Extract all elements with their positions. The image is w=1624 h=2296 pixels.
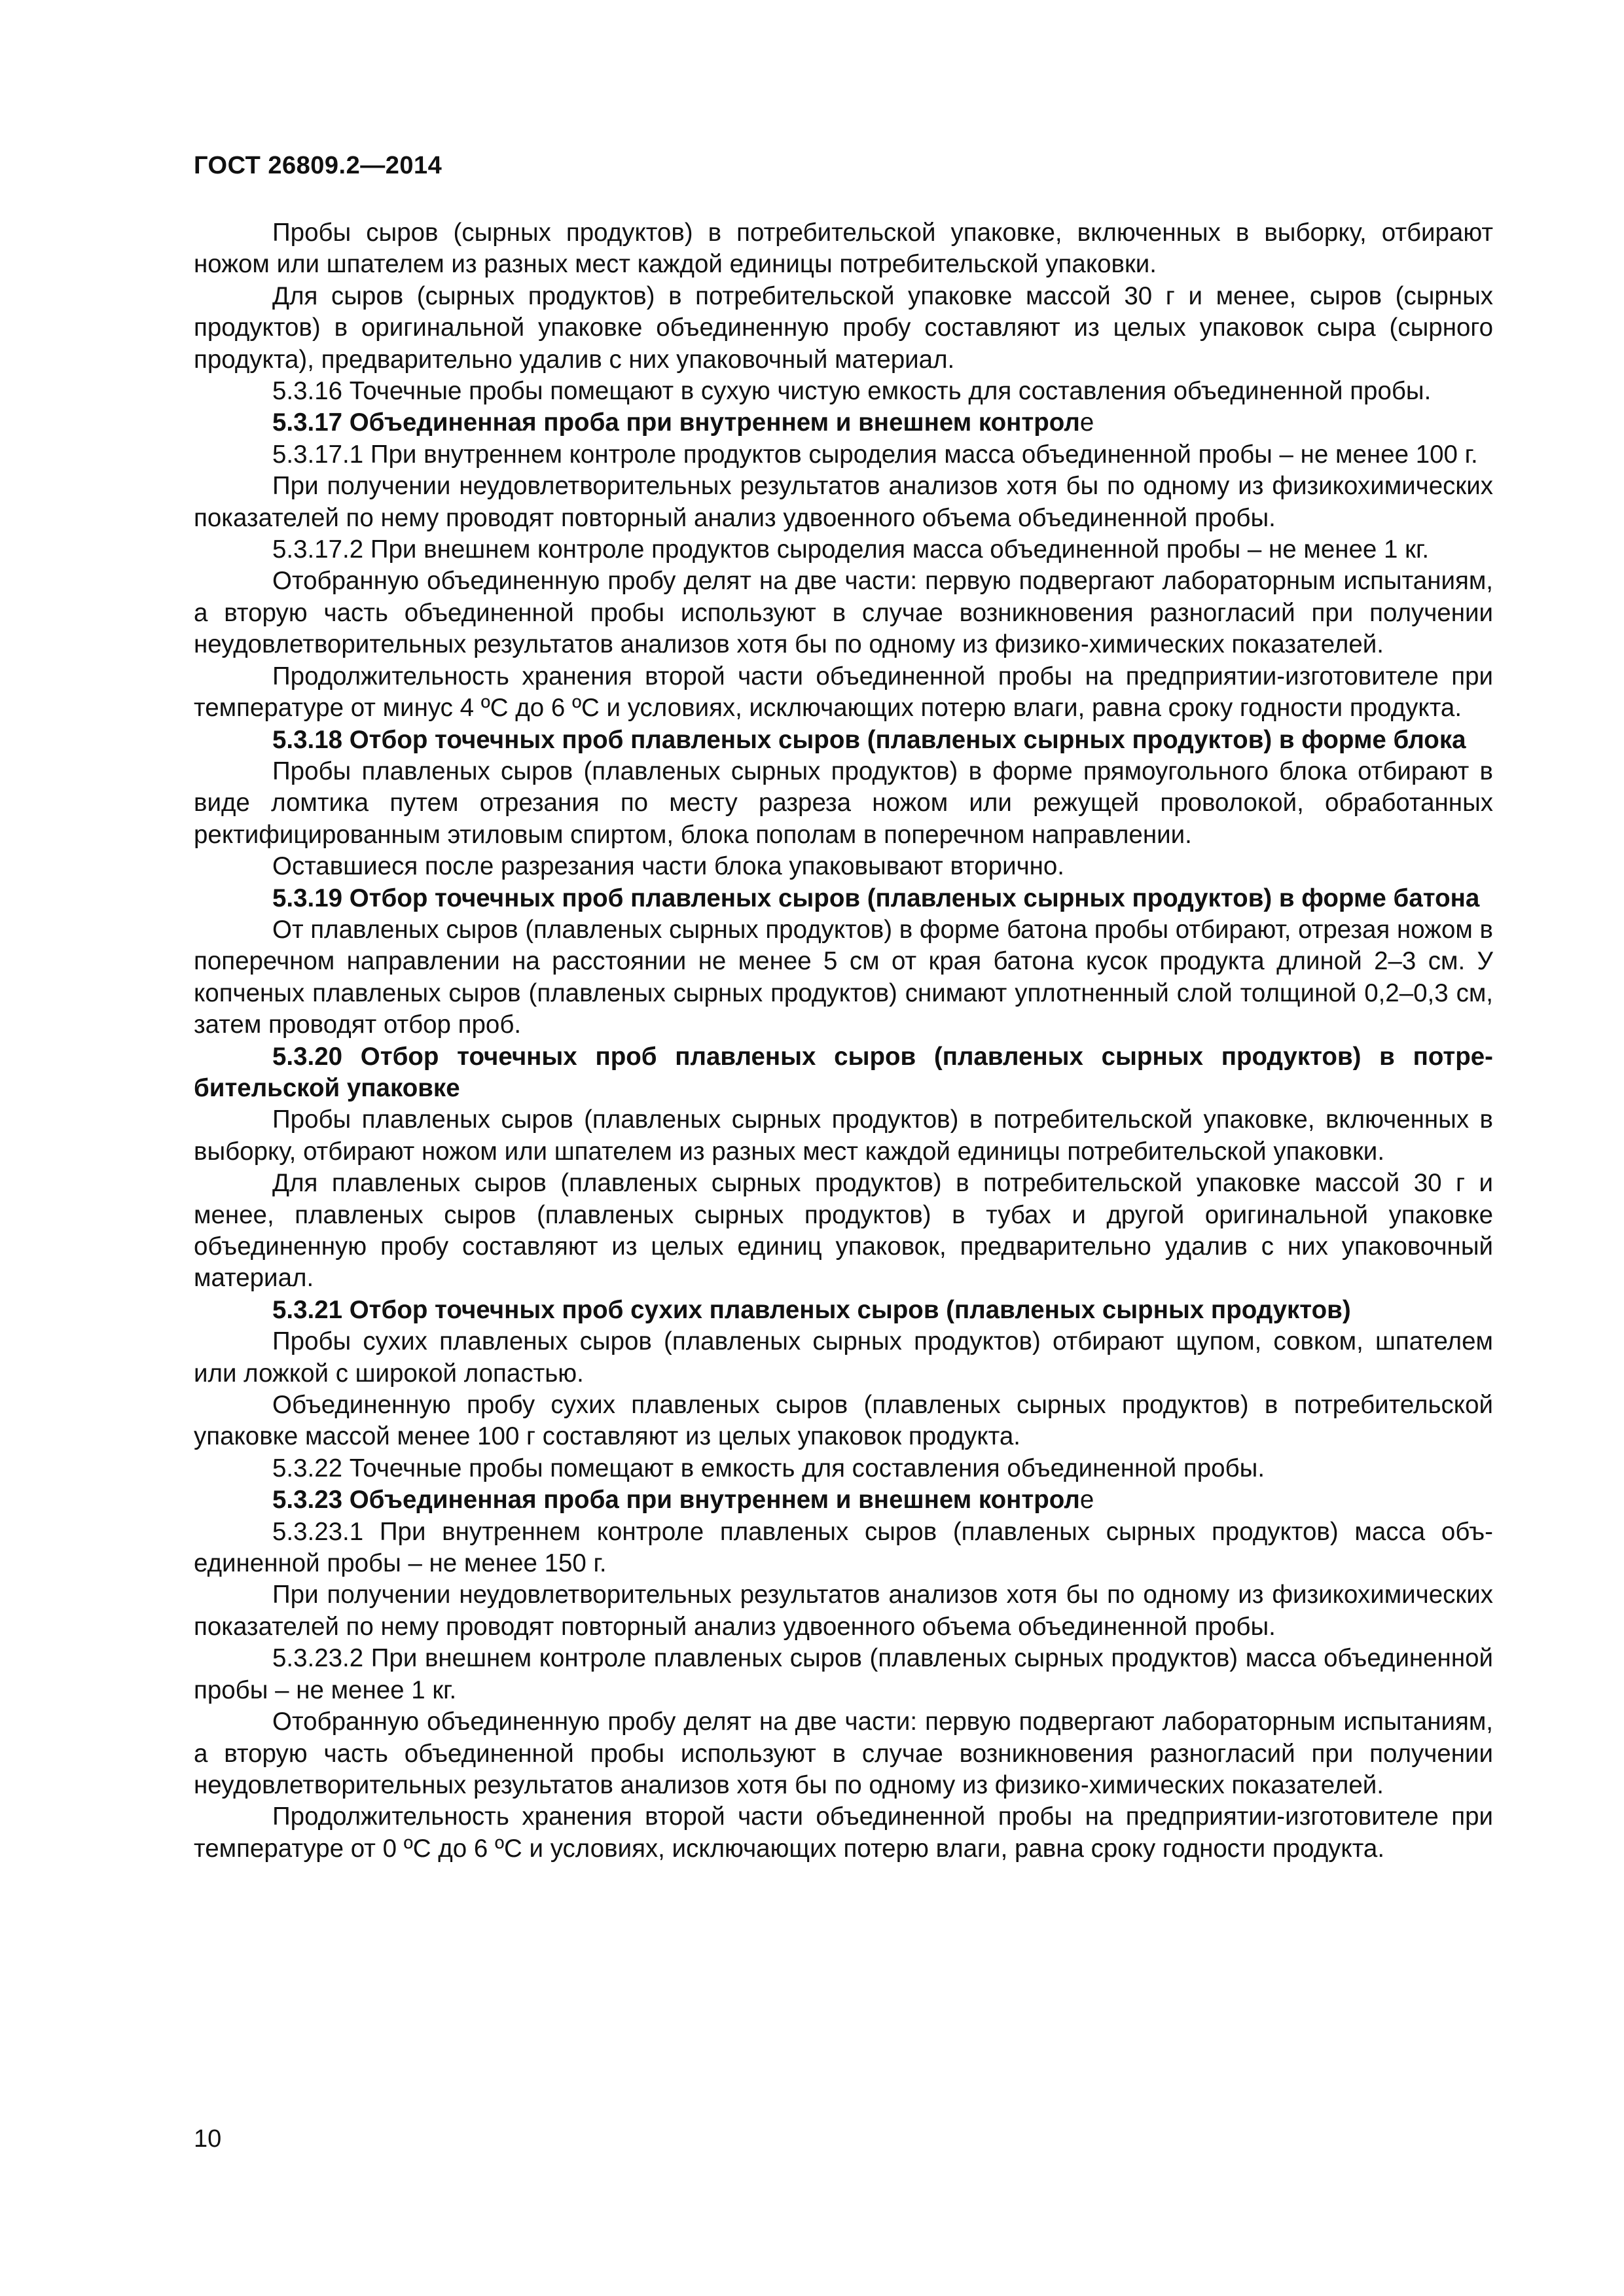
paragraph bbox=[194, 281, 1493, 376]
paragraph bbox=[194, 1453, 1493, 1484]
section-heading bbox=[194, 725, 1493, 756]
paragraph-heading: 5.3.19 Отбор точечных проб плавленых сыров (плавленых сырных продуктов) в форме батона bbox=[272, 884, 1480, 912]
paragraph-text: Отобранную объединенную пробу делят на две части: первую подвергают лабораторным испытаниям, а вторую часть объединенной пробы используют в случае возникновения разногласий при получении неудовлетворительных результатов анализов хотя бы по одному из физико-химических показателей. bbox=[194, 567, 1493, 659]
paragraph bbox=[194, 1643, 1493, 1706]
paragraph bbox=[194, 1579, 1493, 1643]
paragraph-text: 5.3.23.2 При внешнем контроле плавленых сыров (плавленых сырных продуктов) масса объединенной пробы – не менее 1 кг. bbox=[194, 1644, 1493, 1704]
paragraph-text: 5.3.16 Точечные пробы помещают в сухую чистую емкость для составления объединенной пробы. bbox=[272, 377, 1432, 406]
paragraph-text: От плавленых сыров (плавленых сырных продуктов) в форме батона пробы отбирают, отрезая ножом в поперечном направлении на расстоянии не менее 5 см от края батона кусок продукта длиной 2–3 см. У копченых плавленых сыров (плавленых сырных продуктов) снимают уплотненный слой толщиной 0,2–0,3 см, затем проводят отбор проб. bbox=[194, 915, 1493, 1039]
paragraph-text: Для плавленых сыров (плавленых сырных продуктов) в потребительской упаковке массой 30 г и менее, плавленых сыров (плавленых сырных продуктов) в тубах и другой оригинальной упаковке объединенную пробу составляют из целых единиц упаковок, предварительно удалив с них упаковочный материал. bbox=[194, 1169, 1493, 1293]
paragraph-text: При получении неудовлетворительных результатов анализов хотя бы по одному из физикохимических показателей по нему проводят повторный анализ удвоенного объема объединенной пробы. bbox=[194, 472, 1493, 532]
paragraph-text: 5.3.17.2 При внешнем контроле продуктов сыроделия масса объединенной пробы – не менее 1 кг. bbox=[272, 535, 1430, 564]
paragraph-text: Пробы плавленых сыров (плавленых сырных продуктов) в форме прямоугольного блока отбирают в виде ломтика путем отрезания по месту разреза ножом или режущей проволокой, обработанных ректифицированным этиловым спиртом, блока пополам в поперечном направлении. bbox=[194, 757, 1493, 849]
paragraph-text: е bbox=[1079, 1486, 1094, 1515]
paragraph bbox=[194, 851, 1493, 882]
paragraph-text: Продолжительность хранения второй части объединенной пробы на предприятии-изготовителе при температуре от минус 4 ºС до 6 ºС и условиях, исключающих потерю влаги, равна сроку годности продукта. bbox=[194, 662, 1493, 723]
paragraph bbox=[194, 1516, 1493, 1580]
page-number: 10 bbox=[194, 2125, 222, 2153]
section-heading bbox=[194, 407, 1493, 439]
paragraph bbox=[194, 1104, 1493, 1168]
paragraph bbox=[194, 439, 1493, 471]
paragraph-text: Отобранную объединенную пробу делят на две части: первую подвергают лабораторным испытаниям, а вторую часть объединенной пробы используют в случае возникновения разногласий при получении неудовлетворительных результатов анализов хотя бы по одному из физико-химических показателей. bbox=[194, 1708, 1493, 1799]
paragraph-heading: 5.3.17 Объединенная проба при внутреннем и внешнем контрол bbox=[272, 408, 1080, 437]
paragraph bbox=[194, 756, 1493, 851]
paragraph bbox=[194, 534, 1493, 565]
section-heading bbox=[194, 1295, 1493, 1326]
paragraph-text: 5.3.17.1 При внутреннем контроле продуктов сыроделия масса объединенной пробы – не менее 100 г. bbox=[272, 440, 1478, 469]
section-heading bbox=[194, 1041, 1493, 1105]
paragraph bbox=[194, 661, 1493, 725]
paragraph-text: 5.3.22 Точечные пробы помещают в емкость для составления объединенной пробы. bbox=[272, 1454, 1265, 1482]
paragraph-text: Пробы сыров (сырных продуктов) в потребительской упаковке, включенных в выборку, отбирают ножом или шпателем из разных мест каждой единицы потребительской упаковки. bbox=[194, 219, 1493, 279]
document-header: ГОСТ 26809.2—2014 bbox=[194, 152, 442, 179]
paragraph bbox=[194, 565, 1493, 660]
paragraph bbox=[194, 1390, 1493, 1453]
paragraph bbox=[194, 1706, 1493, 1801]
paragraph bbox=[194, 1801, 1493, 1865]
paragraph-text: Объединенную пробу сухих плавленых сыров (плавленых сырных продуктов) в потребительской упаковке массой менее 100 г составляют из целых упаковок продукта. bbox=[194, 1391, 1493, 1451]
paragraph-text: Пробы сухих плавленых сыров (плавленых сырных продуктов) отбирают щупом, совком, шпателем или ложкой с широкой лопастью. bbox=[194, 1327, 1493, 1388]
paragraph-heading: 5.3.23 Объединенная проба при внутреннем и внешнем контрол bbox=[272, 1486, 1080, 1515]
paragraph-text: Для сыров (сырных продуктов) в потребительской упаковке массой 30 г и менее, сыров (сырных продуктов) в оригинальной упаковке объединенную пробу составляют из целых упаковок сыра (сырного продукта), предварительно удалив с них упаковочный материал. bbox=[194, 281, 1493, 374]
paragraph bbox=[194, 1326, 1493, 1390]
paragraph-heading: 5.3.20 Отбор точечных проб плавленых сыров (плавленых сырных продуктов) в потребительской упаковке bbox=[194, 1042, 1493, 1102]
paragraph-text: Пробы плавленых сыров (плавленых сырных продуктов) в потребительской упаковке, включенных в выборку, отбирают ножом или шпателем из разных мест каждой единицы потребительской упаковки. bbox=[194, 1105, 1493, 1166]
section-heading bbox=[194, 883, 1493, 914]
section-heading bbox=[194, 1484, 1493, 1516]
paragraph-text: е bbox=[1079, 408, 1094, 437]
paragraph-text: При получении неудовлетворительных результатов анализов хотя бы по одному из физикохимических показателей по нему проводят повторный анализ удвоенного объема объединенной пробы. bbox=[194, 1581, 1493, 1641]
paragraph-heading: 5.3.18 Отбор точечных проб плавленых сыров (плавленых сырных продуктов) в форме блока bbox=[272, 725, 1466, 754]
paragraph-heading: 5.3.21 Отбор точечных проб сухих плавленых сыров (плавленых сырных продуктов) bbox=[272, 1295, 1351, 1324]
paragraph bbox=[194, 471, 1493, 534]
paragraph bbox=[194, 217, 1493, 281]
paragraph bbox=[194, 914, 1493, 1041]
paragraph-text: 5.3.23.1 При внутреннем контроле плавленых сыров (плавленых сырных продуктов) масса объединенной пробы – не менее 150 г. bbox=[194, 1517, 1493, 1578]
paragraph-text: Оставшиеся после разрезания части блока упаковывают вторично. bbox=[272, 852, 1065, 881]
paragraph-text: Продолжительность хранения второй части объединенной пробы на предприятии-изготовителе при температуре от 0 ºС до 6 ºС и условиях, исключающих потерю влаги, равна сроку годности продукта. bbox=[194, 1803, 1493, 1863]
document-body bbox=[194, 217, 1493, 1865]
paragraph bbox=[194, 376, 1493, 407]
paragraph bbox=[194, 1168, 1493, 1295]
